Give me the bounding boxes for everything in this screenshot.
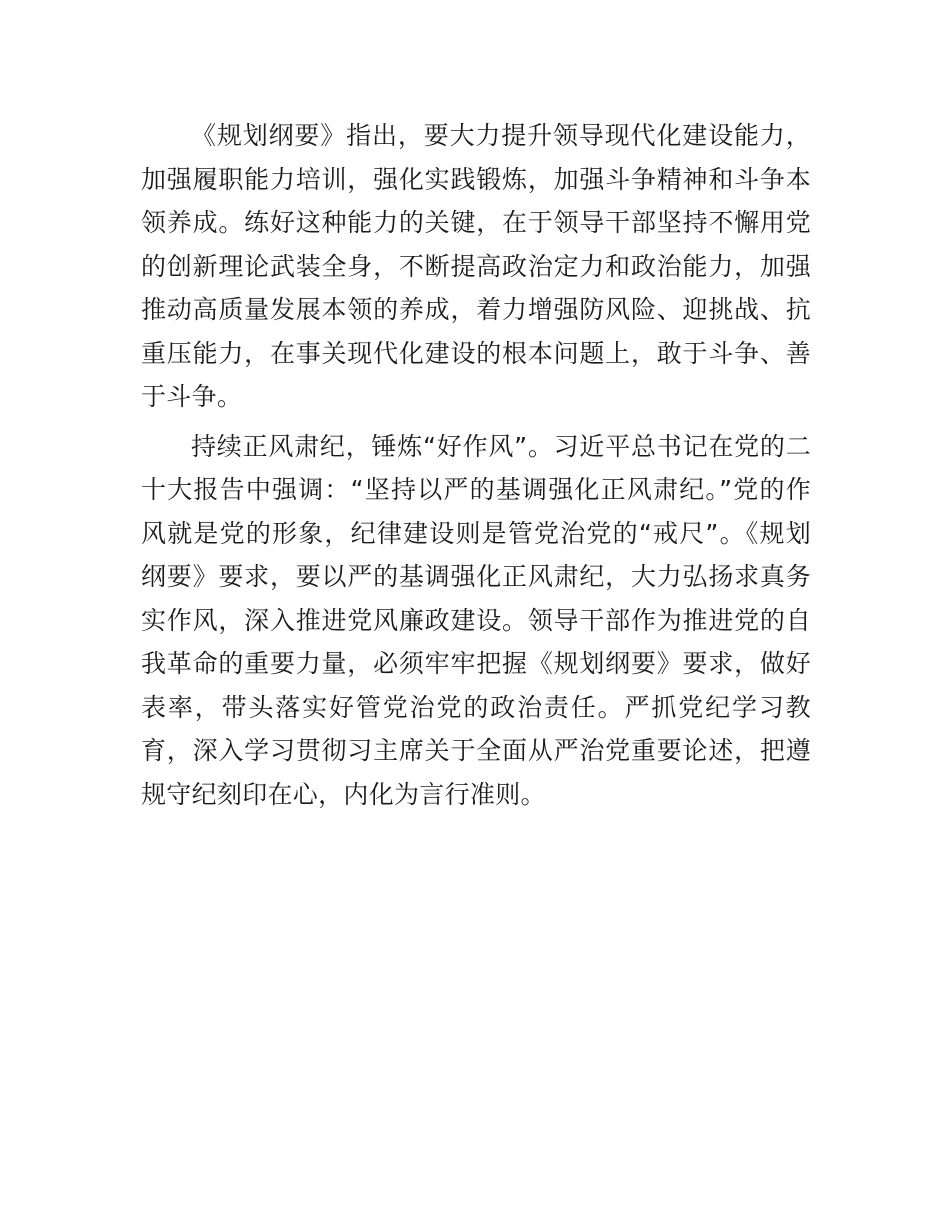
paragraph-2: 持续正风肃纪，锤炼“好作风”。习近平总书记在党的二十大报告中强调：“坚持以严的基调强化正风肃纪。”党的作风就是党的形象，纪律建设则是管党治党的“戒尺”。《规划纲要》要求，要以严的基调强化正风肃纪，大力弘扬求真务实作风，深入推进党风廉政建设。领导干部作为推进党的自我革命的重要力量，必须牢牢把握《规划纲要》要求，做好表率，带头落实好管党治党的政治责任。严抓党纪学习教育，深入学习贯彻习主席关于全面从严治党重要论述，把遵规守纪刻印在心，内化为言行准则。	[141, 431, 811, 809]
paragraph-1: 《规划纲要》指出，要大力提升领导现代化建设能力，加强履职能力培训，强化实践锻炼，加强斗争精神和斗争本领养成。练好这种能力的关键，在于领导干部坚持不懈用党的创新理论武装全身，不断提高政治定力和政治能力，加强推动高质量发展本领的养成，着力增强防风险、迎挑战、抗重压能力，在事关现代化建设的根本问题上，敢于斗争、善于斗争。	[141, 121, 811, 411]
document-body	[141, 114, 811, 822]
